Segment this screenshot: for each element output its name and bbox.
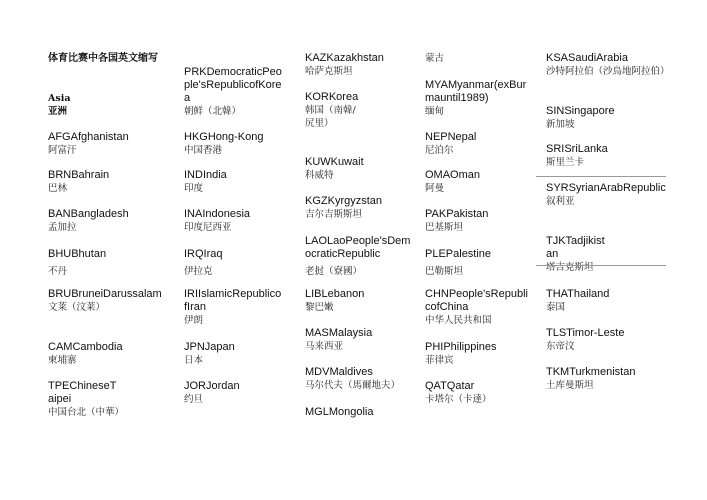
country-name-zh: 伊朗 bbox=[184, 315, 204, 326]
country-name-zh: 不丹 bbox=[48, 266, 68, 277]
country-entry bbox=[305, 366, 415, 392]
country-code-name: MDVMaldives bbox=[305, 366, 373, 378]
country-entry bbox=[305, 52, 415, 78]
country-name-zh: 巴勒斯坦 bbox=[425, 266, 464, 277]
country-code-name: INAIndonesia bbox=[184, 208, 251, 220]
country-entry bbox=[48, 380, 118, 406]
country-entry bbox=[305, 235, 415, 278]
country-name-zh: 沙特阿拉伯（沙烏地阿拉伯） bbox=[546, 66, 670, 77]
country-code-name: PRKDemocraticPeople'sRepublicofKorea bbox=[184, 66, 282, 104]
country-name-zh: 吉尔吉斯斯坦 bbox=[305, 209, 363, 220]
divider-line bbox=[536, 176, 666, 177]
country-entry bbox=[425, 208, 533, 234]
country-code-name: MGLMongolia bbox=[305, 406, 374, 418]
country-code-name: TJKTadjikistan bbox=[546, 235, 605, 260]
country-code-name: PAKPakistan bbox=[425, 208, 489, 220]
country-code-name: KUWKuwait bbox=[305, 156, 364, 168]
country-entry bbox=[546, 143, 666, 169]
country-entry bbox=[546, 288, 666, 314]
country-entry bbox=[184, 248, 284, 278]
country-entry bbox=[305, 327, 415, 353]
country-code-name: BRNBahrain bbox=[48, 169, 110, 181]
country-name-zh: 塔吉克斯坦 bbox=[546, 262, 594, 273]
country-code-name: MASMalaysia bbox=[305, 327, 373, 339]
country-entry bbox=[184, 288, 284, 327]
country-name-zh: 韩国（南韓/尻里） bbox=[305, 105, 356, 129]
country-code-name: PHIPhilippines bbox=[425, 341, 497, 353]
country-code-name: SRISriLanka bbox=[546, 143, 608, 155]
country-name-zh: 卡塔尔（卡達） bbox=[425, 394, 492, 405]
country-name-zh: 伊拉克 bbox=[184, 266, 213, 277]
country-entry bbox=[425, 288, 533, 327]
country-entry bbox=[546, 366, 666, 392]
country-code-name: KAZKazakhstan bbox=[305, 52, 384, 64]
country-code-name: QATQatar bbox=[425, 380, 475, 392]
region-heading bbox=[48, 92, 166, 118]
country-entry bbox=[184, 380, 284, 406]
country-code-name: SYRSyrianArabRepublic bbox=[546, 182, 666, 194]
country-code-name: JORJordan bbox=[184, 380, 240, 392]
country-entry bbox=[425, 248, 533, 278]
document-title: 体育比赛中各国英文缩写 bbox=[48, 53, 158, 64]
country-name-zh: 缅甸 bbox=[425, 106, 445, 117]
country-entry bbox=[425, 380, 533, 406]
country-name-zh: 土库曼斯坦 bbox=[546, 380, 594, 391]
country-name-zh: 巴林 bbox=[48, 183, 68, 194]
country-entry bbox=[184, 169, 284, 195]
country-entry bbox=[546, 52, 670, 78]
country-code-name: NEPNepal bbox=[425, 131, 477, 143]
country-code-name: KSASaudiArabia bbox=[546, 52, 628, 64]
country-entry bbox=[184, 131, 284, 157]
country-name-zh: 阿富汗 bbox=[48, 145, 77, 156]
country-entry bbox=[184, 66, 284, 118]
country-name-zh: 文莱（汶莱） bbox=[48, 302, 106, 313]
region-name-zh: 亚洲 bbox=[48, 106, 68, 117]
country-name-zh: 马来西亚 bbox=[305, 341, 344, 352]
country-entry bbox=[305, 406, 415, 419]
country-name-zh: 巴基斯坦 bbox=[425, 222, 464, 233]
country-name-zh: 约旦 bbox=[184, 394, 204, 405]
country-entry bbox=[425, 79, 533, 118]
country-entry-zh bbox=[48, 406, 166, 419]
country-name-zh: 泰国 bbox=[546, 302, 566, 313]
country-entry-continued bbox=[425, 52, 533, 65]
country-code-name: TKMTurkmenistan bbox=[546, 366, 636, 378]
country-name-zh: 黎巴嫩 bbox=[305, 302, 334, 313]
country-entry bbox=[546, 327, 666, 353]
country-name-zh: 中华人民共和国 bbox=[425, 315, 492, 326]
country-name-zh: 阿曼 bbox=[425, 183, 445, 194]
country-code-name: THAThailand bbox=[546, 288, 610, 300]
country-code-name: SINSingapore bbox=[546, 105, 615, 117]
country-code-name: BRUBruneiDarussalam bbox=[48, 288, 162, 300]
country-entry bbox=[48, 208, 166, 234]
country-name-zh: 中国香港 bbox=[184, 145, 223, 156]
region-name-en: Asia bbox=[48, 93, 71, 104]
country-name-zh: 日本 bbox=[184, 355, 204, 366]
country-entry bbox=[305, 288, 415, 314]
country-name-zh: 科威特 bbox=[305, 170, 334, 181]
country-code-name: LIBLebanon bbox=[305, 288, 365, 300]
country-entry bbox=[48, 169, 166, 195]
country-name-zh: 新加坡 bbox=[546, 119, 575, 130]
country-code-name: IRIIslamicRepublicofIran bbox=[184, 288, 282, 313]
country-entry bbox=[48, 131, 166, 157]
country-entry bbox=[546, 105, 666, 131]
country-name-zh: 印度尼西亚 bbox=[184, 222, 232, 233]
country-code-name: TLSTimor-Leste bbox=[546, 327, 625, 339]
country-entry bbox=[425, 341, 533, 367]
country-code-name: INDIndia bbox=[184, 169, 227, 181]
country-name-zh: 马尔代夫（馬爾地夫） bbox=[305, 380, 401, 391]
country-entry bbox=[305, 91, 365, 130]
country-code-name: TPEChineseTaipei bbox=[48, 380, 117, 405]
country-name-zh: 菲律宾 bbox=[425, 355, 454, 366]
country-entry bbox=[48, 288, 166, 314]
country-name-zh: 柬埔寨 bbox=[48, 355, 77, 366]
country-name-zh: 孟加拉 bbox=[48, 222, 77, 233]
country-entry bbox=[184, 341, 284, 367]
country-name-zh: 东帝汶 bbox=[546, 341, 575, 352]
country-entry bbox=[425, 131, 533, 157]
country-code-name: HKGHong-Kong bbox=[184, 131, 264, 143]
divider-line bbox=[536, 265, 666, 266]
document-title-block bbox=[48, 52, 166, 65]
country-name-zh: 中国台北（中華） bbox=[48, 407, 125, 418]
country-code-name: KORKorea bbox=[305, 91, 359, 103]
country-code-name: LAOLaoPeople'sDemocraticRepublic bbox=[305, 235, 411, 260]
country-code-name: BHUBhutan bbox=[48, 248, 107, 260]
country-name-zh: 哈萨克斯坦 bbox=[305, 66, 353, 77]
country-name-zh: 尼泊尔 bbox=[425, 145, 454, 156]
country-code-name: MYAMyanmar(exBurmauntil1989) bbox=[425, 79, 527, 104]
country-code-name: JPNJapan bbox=[184, 341, 235, 353]
country-entry bbox=[425, 169, 533, 195]
country-code-name: IRQIraq bbox=[184, 248, 223, 260]
country-code-name: CHNPeople'sRepublicofChina bbox=[425, 288, 528, 313]
country-name-zh: 朝鲜（北韓） bbox=[184, 106, 242, 117]
country-code-name: PLEPalestine bbox=[425, 248, 492, 260]
country-code-name: BANBangladesh bbox=[48, 208, 129, 220]
country-entry bbox=[546, 182, 666, 208]
country-name-zh: 叙利亚 bbox=[546, 196, 575, 207]
country-entry bbox=[48, 341, 166, 367]
country-entry bbox=[305, 156, 415, 182]
country-entry bbox=[48, 248, 166, 278]
country-code-name: OMAOman bbox=[425, 169, 481, 181]
country-name-zh: 老挝（寮國） bbox=[305, 266, 363, 277]
country-name-zh: 印度 bbox=[184, 183, 204, 194]
country-entry bbox=[184, 208, 284, 234]
country-entry bbox=[546, 235, 606, 274]
country-name-zh: 蒙古 bbox=[425, 53, 445, 64]
country-entry bbox=[305, 195, 415, 221]
country-code-name: CAMCambodia bbox=[48, 341, 123, 353]
country-name-zh: 斯里兰卡 bbox=[546, 157, 585, 168]
country-code-name: KGZKyrgyzstan bbox=[305, 195, 383, 207]
country-code-name: AFGAfghanistan bbox=[48, 131, 129, 143]
